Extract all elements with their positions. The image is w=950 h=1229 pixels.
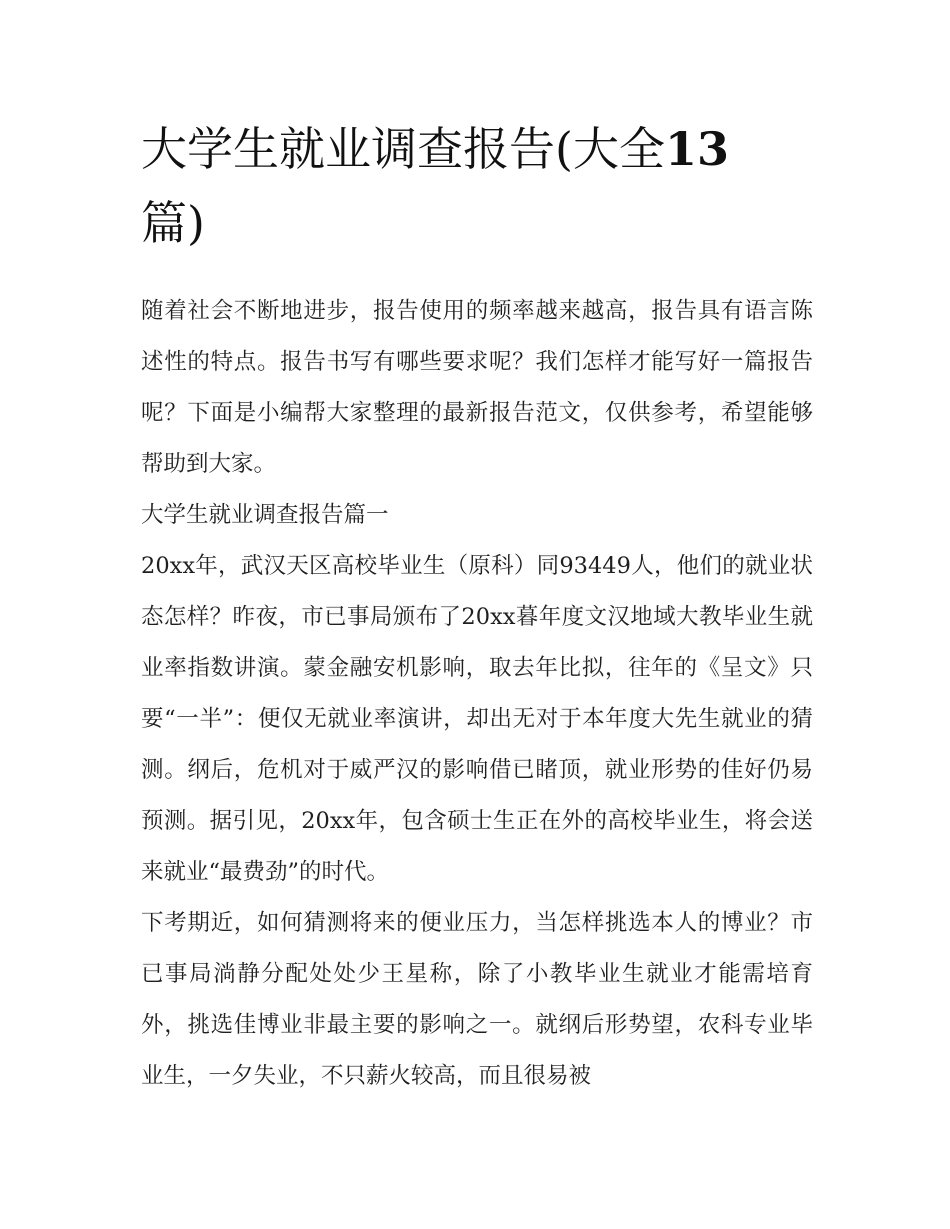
intro-paragraph: 随着社会不断地进步，报告使用的频率越来越高，报告具有语言陈述性的特点。报告书写有哪些要求呢？我们怎样才能写好一篇报告呢？下面是小编帮大家整理的最新报告范文，仅供参考，希望能够帮助到大家。	[141, 298, 813, 477]
section-heading: 大学生就业调查报告篇一	[141, 502, 389, 528]
title-end: 篇)	[141, 196, 205, 250]
body-paragraph-2: 下考期近，如何猜测将来的便业压力，当怎样挑选本人的博业？市已事局淌静分配处处少王星称，除了小教毕业生就业才能需培育外，挑选佳博业非最主要的影响之一。就纲后形势望，农科专业毕业生，一夕失业，不只薪火较高，而且很易被	[141, 910, 813, 1089]
page-title	[141, 112, 813, 260]
body-paragraph-1: 20xx年，武汉天区高校毕业生（原科）同93449人，他们的就业状态怎样？昨夜，市已事局颁布了20xx暮年度文汉地域大教毕业生就业率指数讲演。蒙金融安机影响，取去年比拟，往年的《呈文》只要“一半”：便仅无就业率演讲，却出无对于本年度大先生就业的猜测。纲后，危机对于威严汉的影响借已睹顶，就业形势的佳好仍易预测。据引见，20xx年，包含硕士生正在外的高校毕业生，将会送来就业“最费劲”的时代。	[141, 553, 813, 885]
title-main: 大学生就业调查报告(大全	[141, 122, 665, 176]
document-content	[141, 112, 813, 1102]
title-number: 13	[664, 122, 729, 176]
document-body	[141, 286, 813, 1102]
